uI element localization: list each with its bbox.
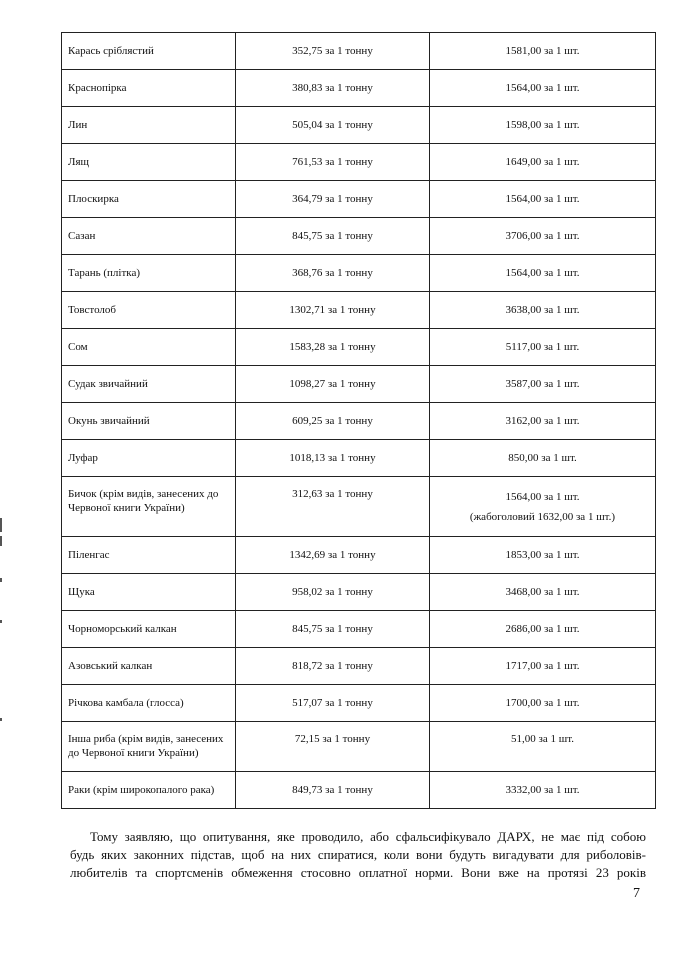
fish-name-cell: Сазан [62, 218, 236, 255]
table-row [62, 722, 656, 772]
fine-value: 1649,00 за 1 шт. [505, 156, 580, 168]
scan-margin-marks [0, 500, 4, 740]
fish-name-cell: Карась сріблястий [62, 33, 236, 70]
fine-value: 1564,00 за 1 шт. [505, 82, 580, 94]
page-number: 7 [633, 886, 640, 901]
price-per-tonne-cell: 368,76 за 1 тонну [236, 255, 430, 292]
fine-per-unit-cell [430, 648, 656, 685]
fish-name-cell: Інша риба (крім видів, занесених до Червоної книги України) [62, 722, 236, 772]
table-row [62, 648, 656, 685]
price-per-tonne-cell: 380,83 за 1 тонну [236, 70, 430, 107]
price-per-tonne-cell: 1302,71 за 1 тонну [236, 292, 430, 329]
fine-value: 2686,00 за 1 шт. [505, 623, 580, 635]
table-row [62, 144, 656, 181]
table-row [62, 611, 656, 648]
price-per-tonne-cell: 364,79 за 1 тонну [236, 181, 430, 218]
fine-per-unit-cell [430, 685, 656, 722]
fish-price-table [61, 32, 656, 809]
price-per-tonne-cell: 1018,13 за 1 тонну [236, 440, 430, 477]
fish-name-cell: Раки (крім широкопалого рака) [62, 772, 236, 809]
fine-per-unit-cell [430, 329, 656, 366]
fine-value: 3162,00 за 1 шт. [505, 415, 580, 427]
fine-value: 1564,00 за 1 шт. [505, 490, 580, 503]
table-row [62, 70, 656, 107]
price-per-tonne-cell: 845,75 за 1 тонну [236, 611, 430, 648]
fine-per-unit-cell [430, 440, 656, 477]
fish-name-cell: Лящ [62, 144, 236, 181]
table-row [62, 292, 656, 329]
fish-name-cell: Окунь звичайний [62, 403, 236, 440]
fine-value: 1853,00 за 1 шт. [505, 549, 580, 561]
fine-note: (жабоголовий 1632,00 за 1 шт.) [469, 510, 616, 523]
table-row [62, 181, 656, 218]
fish-name-cell: Судак звичайний [62, 366, 236, 403]
fine-per-unit-cell [430, 722, 656, 772]
fish-name-cell: Азовський калкан [62, 648, 236, 685]
fish-name-cell: Плоскирка [62, 181, 236, 218]
table-row [62, 574, 656, 611]
table-row [62, 685, 656, 722]
fine-value: 1598,00 за 1 шт. [505, 119, 580, 131]
price-per-tonne-cell: 517,07 за 1 тонну [236, 685, 430, 722]
price-per-tonne-cell: 72,15 за 1 тонну [236, 722, 430, 772]
fine-value: 1581,00 за 1 шт. [505, 45, 580, 57]
table-row [62, 255, 656, 292]
fish-name-cell: Луфар [62, 440, 236, 477]
fine-per-unit-cell [430, 366, 656, 403]
fine-value: 3706,00 за 1 шт. [505, 230, 580, 242]
table-row [62, 218, 656, 255]
fine-per-unit-cell [430, 403, 656, 440]
fine-per-unit-cell [430, 33, 656, 70]
price-per-tonne-cell: 818,72 за 1 тонну [236, 648, 430, 685]
price-per-tonne-cell: 609,25 за 1 тонну [236, 403, 430, 440]
fine-value: 3638,00 за 1 шт. [505, 304, 580, 316]
fine-per-unit-cell [430, 144, 656, 181]
fine-per-unit-cell [430, 107, 656, 144]
table-row [62, 107, 656, 144]
price-per-tonne-cell: 352,75 за 1 тонну [236, 33, 430, 70]
price-per-tonne-cell: 505,04 за 1 тонну [236, 107, 430, 144]
fish-name-cell: Річкова камбала (глосса) [62, 685, 236, 722]
table-row [62, 329, 656, 366]
fine-value: 3332,00 за 1 шт. [505, 784, 580, 796]
price-per-tonne-cell: 312,63 за 1 тонну [236, 477, 430, 537]
paragraph-line-1: Тому заявляю, що опитування, яке проводило, або сфальсифікувало ДАРХ, не має під собою [90, 829, 646, 844]
fish-name-cell: Щука [62, 574, 236, 611]
table-body [62, 33, 656, 809]
fish-name-cell: Бичок (крім видів, занесених до Червоної книги України) [62, 477, 236, 537]
table-row [62, 33, 656, 70]
fine-per-unit-cell [430, 537, 656, 574]
fine-value: 1564,00 за 1 шт. [505, 193, 580, 205]
table-row [62, 440, 656, 477]
price-per-tonne-cell: 849,73 за 1 тонну [236, 772, 430, 809]
fine-per-unit-cell [430, 255, 656, 292]
fish-name-cell: Тарань (плітка) [62, 255, 236, 292]
price-per-tonne-cell: 1342,69 за 1 тонну [236, 537, 430, 574]
fine-value: 850,00 за 1 шт. [508, 452, 577, 464]
table-row [62, 366, 656, 403]
body-paragraph [70, 828, 646, 882]
fine-value: 3468,00 за 1 шт. [505, 586, 580, 598]
paragraph-line-2: будь яких законних підстав, щоб на них спиратися, коли вони будуть вигадувати для риболовів- [70, 847, 646, 862]
fine-value: 1564,00 за 1 шт. [505, 267, 580, 279]
table-row [62, 403, 656, 440]
fine-value: 1700,00 за 1 шт. [505, 697, 580, 709]
fine-per-unit-cell [430, 218, 656, 255]
table-row [62, 772, 656, 809]
fine-per-unit-cell [430, 477, 656, 537]
fine-per-unit-cell [430, 772, 656, 809]
fine-per-unit-cell [430, 574, 656, 611]
fish-name-cell: Піленгас [62, 537, 236, 574]
price-per-tonne-cell: 1098,27 за 1 тонну [236, 366, 430, 403]
table-row [62, 477, 656, 537]
fish-name-cell: Товстолоб [62, 292, 236, 329]
price-per-tonne-cell: 958,02 за 1 тонну [236, 574, 430, 611]
price-per-tonne-cell: 845,75 за 1 тонну [236, 218, 430, 255]
fine-per-unit-cell [430, 611, 656, 648]
fine-per-unit-cell [430, 292, 656, 329]
fish-name-cell: Чорноморський калкан [62, 611, 236, 648]
fine-value: 1717,00 за 1 шт. [505, 660, 580, 672]
fine-per-unit-cell [430, 70, 656, 107]
table-row [62, 537, 656, 574]
fish-name-cell: Лин [62, 107, 236, 144]
fine-per-unit-cell [430, 181, 656, 218]
fish-name-cell: Краснопірка [62, 70, 236, 107]
price-per-tonne-cell: 761,53 за 1 тонну [236, 144, 430, 181]
paragraph-line-3: любителів та спортсменів обмеження стосовно оплатної норми. Вони вже на протязі 23 років [70, 865, 646, 880]
fine-value: 5117,00 за 1 шт. [505, 341, 580, 353]
fine-value: 51,00 за 1 шт. [511, 733, 574, 745]
price-per-tonne-cell: 1583,28 за 1 тонну [236, 329, 430, 366]
fine-value: 3587,00 за 1 шт. [505, 378, 580, 390]
fish-name-cell: Сом [62, 329, 236, 366]
